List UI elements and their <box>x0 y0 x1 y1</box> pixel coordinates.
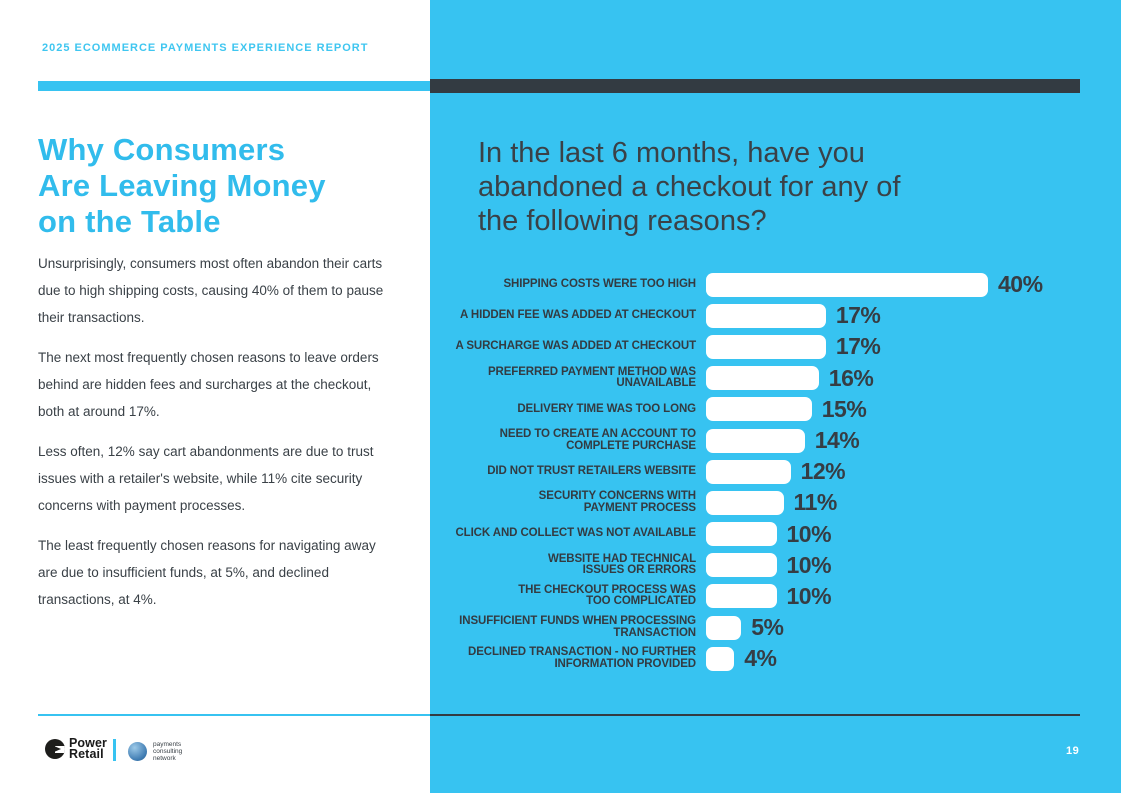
chart-category-label: WEBSITE HAD TECHNICAL ISSUES OR ERRORS <box>547 552 696 577</box>
chart-row <box>443 394 1063 425</box>
page-number: 19 <box>1066 745 1080 757</box>
chart-bar <box>706 647 734 671</box>
chart-category-label: DELIVERY TIME WAS TOO LONG <box>517 402 696 415</box>
page-title <box>38 132 326 240</box>
chart-category-label: INSUFFICIENT FUNDS WHEN PROCESSING TRANSACTION <box>459 615 696 639</box>
page-title-line-1: Why Consumers <box>38 132 286 167</box>
payments-consulting-network-logo <box>128 741 182 762</box>
chart-row <box>443 487 1063 518</box>
chart-category-label: DID NOT TRUST RETAILERS WEBSITE <box>487 464 696 477</box>
chart-value-label: 40% <box>998 271 1043 298</box>
footer-rule-right <box>430 714 1080 716</box>
chart-category-label: SECURITY CONCERNS WITH PAYMENT PROCESS <box>538 490 696 514</box>
chart-bar <box>706 553 777 577</box>
chart-value-label: 15% <box>821 395 867 422</box>
chart-category-label: THE CHECKOUT PROCESS WAS TOO COMPLICATED <box>518 583 696 608</box>
chart-category-label: SHIPPING COSTS WERE TOO HIGH <box>503 277 696 290</box>
chart-bar <box>706 460 791 484</box>
chart-bar <box>706 304 826 328</box>
chart-row <box>443 550 1063 581</box>
chart-value-label: 10% <box>786 551 832 578</box>
chart-row <box>443 300 1063 331</box>
chart-category-label: DECLINED TRANSACTION - NO FURTHER INFORMATION PROVIDED <box>468 646 696 670</box>
chart-value-label: 4% <box>744 645 777 672</box>
power-retail-logo-text <box>69 738 107 760</box>
pcn-logo-line-1: payments <box>153 741 182 748</box>
accent-band-dark <box>430 79 1080 93</box>
chart-value-label: 10% <box>786 520 832 547</box>
power-retail-logo-line-2: Retail <box>69 747 104 761</box>
page-title-line-3: on the Table <box>38 204 221 239</box>
chart-bar <box>706 491 784 515</box>
chart-row <box>443 612 1063 643</box>
power-retail-logo-line-1: Power <box>69 736 108 750</box>
chart-value-label: 17% <box>835 333 881 360</box>
report-eyebrow-label: 2025 ECOMMERCE PAYMENTS EXPERIENCE REPORT <box>42 42 369 54</box>
power-retail-logo <box>45 738 107 760</box>
chart-bar <box>706 335 826 359</box>
chart-value-label: 11% <box>793 489 837 516</box>
chart-bar <box>706 616 741 640</box>
pcn-logo-line-3: network <box>153 755 176 762</box>
chart-bar <box>706 522 777 546</box>
chart-row <box>443 519 1063 550</box>
chart-category-label: A HIDDEN FEE WAS ADDED AT CHECKOUT <box>460 309 696 322</box>
pcn-logo-line-2: consulting <box>153 748 183 755</box>
chart-value-label: 12% <box>800 458 846 485</box>
page-title-line-2: Are Leaving Money <box>38 168 326 203</box>
chart-row <box>443 269 1063 300</box>
body-paragraph-1: Unsurprisingly, consumers most often abandon their carts due to high shipping costs, causing 40% of them to pause their transactions. <box>38 256 384 325</box>
chart-category-label: PREFERRED PAYMENT METHOD WAS UNAVAILABLE <box>487 365 696 390</box>
abandonment-reasons-bar-chart <box>443 269 1063 674</box>
payments-consulting-network-logo-text <box>153 741 182 762</box>
chart-question-heading <box>478 136 900 238</box>
chart-row <box>443 425 1063 456</box>
footer-logo-divider <box>113 739 116 761</box>
chart-category-label: CLICK AND COLLECT WAS NOT AVAILABLE <box>455 527 696 540</box>
body-copy <box>38 250 390 626</box>
chart-value-label: 16% <box>828 364 874 391</box>
chart-bar <box>706 429 805 453</box>
chart-category-label: NEED TO CREATE AN ACCOUNT TO COMPLETE PURCHASE <box>499 428 696 452</box>
chart-question-line-3: the following reasons? <box>478 205 767 237</box>
chart-question-line-1: In the last 6 months, have you <box>478 137 865 169</box>
chart-value-label: 10% <box>786 582 832 609</box>
chart-value-label: 17% <box>835 302 881 329</box>
body-paragraph-2: The next most frequently chosen reasons to leave orders behind are hidden fees and surcharges at the checkout, both at around 17%. <box>38 350 379 419</box>
globe-icon <box>128 742 147 761</box>
body-paragraph-4: The least frequently chosen reasons for navigating away are due to insufficient funds, at 5%, and declined transactions, at 4%. <box>38 538 376 607</box>
chart-bar <box>706 397 812 421</box>
chart-value-label: 14% <box>814 427 860 454</box>
chart-row <box>443 331 1063 362</box>
chart-question-line-2: abandoned a checkout for any of <box>478 171 901 203</box>
body-paragraph-3: Less often, 12% say cart abandonments are due to trust issues with a retailer's website, while 11% cite security concerns with payment processes. <box>38 444 374 513</box>
chart-bar <box>706 584 777 608</box>
chart-category-label: A SURCHARGE WAS ADDED AT CHECKOUT <box>455 340 696 353</box>
chart-row <box>443 643 1063 674</box>
power-retail-logo-icon <box>45 739 65 759</box>
chart-row <box>443 363 1063 394</box>
footer-rule-left <box>38 714 430 716</box>
chart-bar <box>706 273 988 297</box>
accent-band-cyan <box>38 81 430 91</box>
chart-value-label: 5% <box>751 614 784 641</box>
chart-bar <box>706 366 819 390</box>
chart-row <box>443 456 1063 487</box>
chart-row <box>443 581 1063 612</box>
